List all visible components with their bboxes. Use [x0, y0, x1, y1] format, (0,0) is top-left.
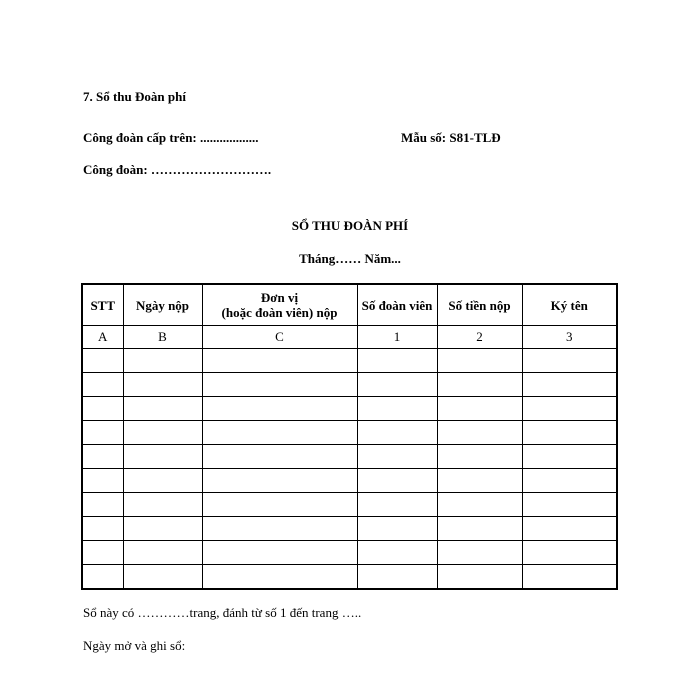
table-cell [437, 373, 522, 397]
table-cell [82, 517, 123, 541]
table-cell [202, 493, 357, 517]
table-row [82, 565, 617, 590]
form-number: Mẫu số: S81-TLĐ [401, 130, 501, 145]
table-cell [522, 517, 617, 541]
table-row [82, 397, 617, 421]
table-cell [437, 493, 522, 517]
table-cell [522, 373, 617, 397]
table-cell [437, 349, 522, 373]
table-cell [522, 493, 617, 517]
column-code: C [202, 326, 357, 349]
table-cell [123, 445, 202, 469]
table-cell [437, 421, 522, 445]
table-cell [202, 349, 357, 373]
table-cell [357, 517, 437, 541]
table-cell [202, 469, 357, 493]
column-code: B [123, 326, 202, 349]
table-cell [123, 493, 202, 517]
table-row [82, 373, 617, 397]
upper-union-label: Công đoàn cấp trên: .................. [83, 130, 259, 145]
table-cell [522, 445, 617, 469]
table-cell [123, 421, 202, 445]
table-cell [357, 469, 437, 493]
table-cell [437, 541, 522, 565]
table-cell [357, 421, 437, 445]
page-count-note: Sổ này có …………trang, đánh từ số 1 đến trang ….. [83, 605, 362, 620]
table-cell [82, 397, 123, 421]
table-cell [82, 373, 123, 397]
table-cell [82, 541, 123, 565]
table-row [82, 541, 617, 565]
table-cell [202, 517, 357, 541]
table-cell [437, 397, 522, 421]
table-cell [437, 469, 522, 493]
column-code: A [82, 326, 123, 349]
table-cell [123, 349, 202, 373]
table-cell [123, 517, 202, 541]
fee-collection-table [81, 283, 618, 590]
table-cell [357, 493, 437, 517]
table-cell [82, 349, 123, 373]
open-date-label: Ngày mở và ghi sổ: [83, 638, 186, 653]
table-cell [357, 373, 437, 397]
table-cell [202, 565, 357, 590]
table-cell [202, 373, 357, 397]
table-cell [123, 565, 202, 590]
table-cell [202, 397, 357, 421]
table-row [82, 445, 617, 469]
header-cell-date: Ngày nộp [123, 284, 202, 326]
table-cell [357, 541, 437, 565]
table-cell [522, 349, 617, 373]
table-cell [123, 469, 202, 493]
table-cell [82, 565, 123, 590]
table-cell [357, 445, 437, 469]
column-code-row [82, 326, 617, 349]
table-cell [202, 445, 357, 469]
union-label: Công đoàn: ………………………. [83, 162, 272, 177]
table-cell [123, 373, 202, 397]
table-cell [522, 565, 617, 590]
table-cell [437, 445, 522, 469]
table-row [82, 421, 617, 445]
header-cell-member-count: Số đoàn viên [357, 284, 437, 326]
document-title: SỔ THU ĐOÀN PHÍ [291, 218, 409, 233]
table-row [82, 469, 617, 493]
table-cell [522, 469, 617, 493]
table-header-row [82, 284, 617, 326]
section-heading: 7. Sổ thu Đoàn phí [83, 89, 186, 104]
table-cell [82, 469, 123, 493]
header-cell-stt: STT [82, 284, 123, 326]
table-cell [82, 445, 123, 469]
column-code: 3 [522, 326, 617, 349]
table-cell [123, 541, 202, 565]
table-cell [357, 349, 437, 373]
header-cell-amount: Số tiền nộp [437, 284, 522, 326]
table-cell [522, 421, 617, 445]
table-cell [357, 397, 437, 421]
table-cell [123, 397, 202, 421]
table-row [82, 349, 617, 373]
period-line: Tháng…… Năm... [299, 251, 401, 266]
table-cell [437, 565, 522, 590]
table-cell [82, 493, 123, 517]
table-cell [522, 397, 617, 421]
column-code: 2 [437, 326, 522, 349]
table-row [82, 493, 617, 517]
header-cell-signature: Ký tên [522, 284, 617, 326]
table-cell [357, 565, 437, 590]
header-cell-unit: Đơn vị (hoặc đoàn viên) nộp [202, 284, 357, 326]
table-cell [202, 421, 357, 445]
table-cell [437, 517, 522, 541]
column-code: 1 [357, 326, 437, 349]
table-cell [522, 541, 617, 565]
table-cell [202, 541, 357, 565]
table-cell [82, 421, 123, 445]
table-row [82, 517, 617, 541]
